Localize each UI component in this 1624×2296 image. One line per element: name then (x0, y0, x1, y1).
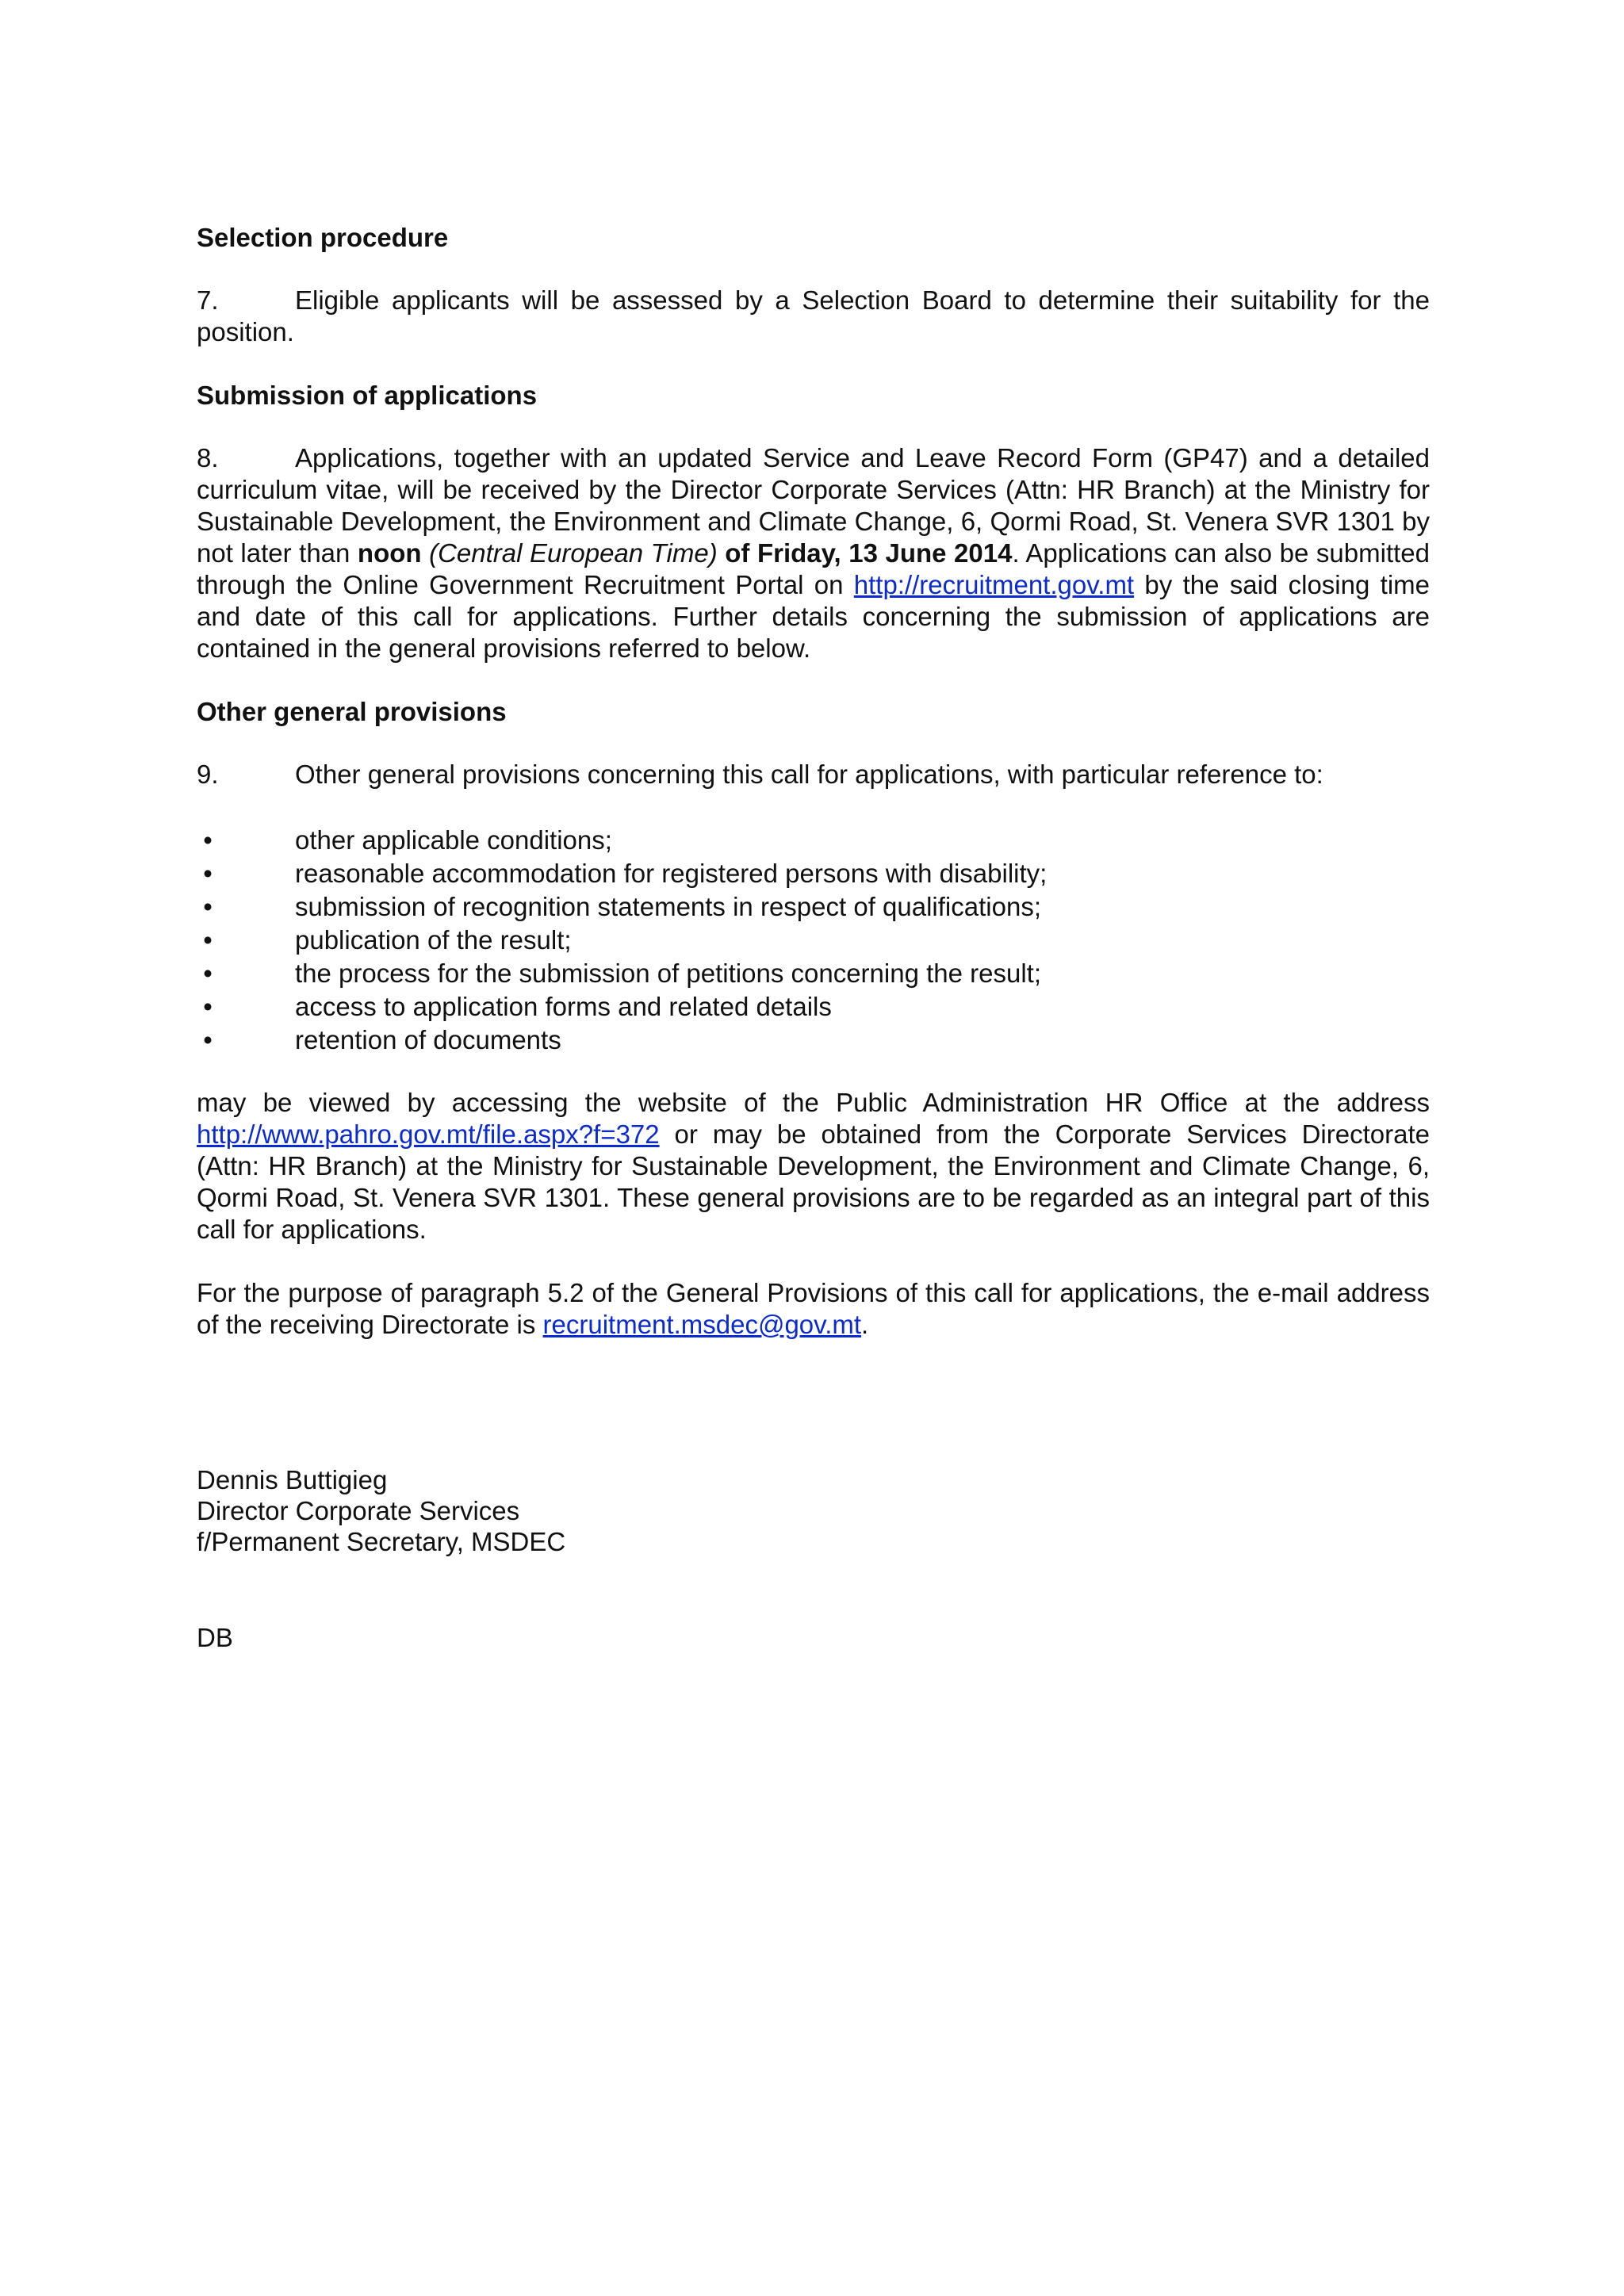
paragraph-text: by the said closing time and date of this call for applications. Further details concerning the submission of applications are contained in the general provisions referred to below. (197, 570, 1430, 663)
paragraph-text: For the purpose of paragraph 5.2 of the General Provisions of this call for applications, the e-mail address of the receiving Directorate is (197, 1278, 1430, 1339)
pahro-link[interactable]: http://www.pahro.gov.mt/file.aspx?f=372 (197, 1119, 660, 1149)
paragraph-text: . Applications can also be submitted through the Online Government Recruitment Portal on (197, 538, 1430, 599)
recruitment-portal-link[interactable]: http://recruitment.gov.mt (853, 570, 1135, 599)
list-item-text: retention of documents (295, 1025, 561, 1054)
deadline-timezone: (Central European Time) (429, 538, 718, 568)
paragraph-number: 8. (197, 443, 219, 473)
list-item (197, 857, 1430, 890)
provisions-access-paragraph (197, 1087, 1430, 1246)
document-page (197, 222, 1430, 1653)
author-initials: DB (197, 1623, 233, 1652)
paragraph-9 (197, 759, 1430, 790)
bullet-icon: • (203, 859, 213, 888)
list-item (197, 990, 1430, 1024)
bullet-icon: • (203, 992, 213, 1021)
paragraph-number: 9. (197, 760, 219, 789)
list-item (197, 1024, 1430, 1057)
email-paragraph (197, 1277, 1430, 1341)
deadline-date: of Friday, 13 June 2014 (725, 538, 1013, 568)
deadline-noon: noon (357, 538, 422, 568)
signatory-name: Dennis Buttigieg (197, 1465, 388, 1494)
paragraph-8 (197, 442, 1430, 664)
list-item (197, 957, 1430, 990)
paragraph-text: Other general provisions concerning this call for applications, with particular reference to: (295, 760, 1323, 789)
paragraph-number: 7. (197, 285, 219, 315)
bullet-icon: • (203, 925, 213, 955)
list-item-text: publication of the result; (295, 925, 572, 955)
paragraph-text: or may be obtained from the Corporate Services Directorate (Attn: HR Branch) at the Ministry for Sustainable Development, the Environment and Climate Change, 6, Qormi Road, St. Venera SVR 1301. These general provisions are to be regarded as an integral part of this call for applications. (197, 1119, 1430, 1244)
paragraph-text: Eligible applicants will be assessed by a Selection Board to determine their suitability for the position. (197, 285, 1430, 346)
paragraph-text: may be viewed by accessing the website of the Public Administration HR Office at the address (197, 1088, 1430, 1117)
bullet-icon: • (203, 959, 213, 988)
list-item (197, 824, 1430, 857)
signatory-office: f/Permanent Secretary, MSDEC (197, 1527, 566, 1556)
list-item-text: submission of recognition statements in respect of qualifications; (295, 892, 1041, 921)
paragraph-7 (197, 285, 1430, 348)
heading-submission-of-applications: Submission of applications (197, 381, 538, 410)
list-item-text: access to application forms and related details (295, 992, 832, 1021)
list-item-text: the process for the submission of petitions concerning the result; (295, 959, 1041, 988)
directorate-email-link[interactable]: recruitment.msdec@gov.mt (542, 1310, 862, 1339)
list-item-text: reasonable accommodation for registered persons with disability; (295, 859, 1048, 888)
heading-other-general-provisions: Other general provisions (197, 697, 507, 726)
list-item-text: other applicable conditions; (295, 825, 612, 855)
signatory-title: Director Corporate Services (197, 1496, 520, 1525)
list-item (197, 924, 1430, 957)
provisions-bullet-list (197, 824, 1430, 1057)
bullet-icon: • (203, 825, 213, 855)
paragraph-text: . (861, 1310, 869, 1339)
bullet-icon: • (203, 892, 213, 921)
bullet-icon: • (203, 1025, 213, 1054)
paragraph-text: Applications, together with an updated Service and Leave Record Form (GP47) and a detailed curriculum vitae, will be received by the Director Corporate Services (Attn: HR Branch) at the Ministry for Sustainable Development, the Environment and Climate Change, 6, Qormi Road, St. Venera SVR 1301 by not later than (197, 443, 1430, 568)
signature-block (197, 1464, 1430, 1557)
heading-selection-procedure: Selection procedure (197, 223, 449, 252)
list-item (197, 890, 1430, 924)
